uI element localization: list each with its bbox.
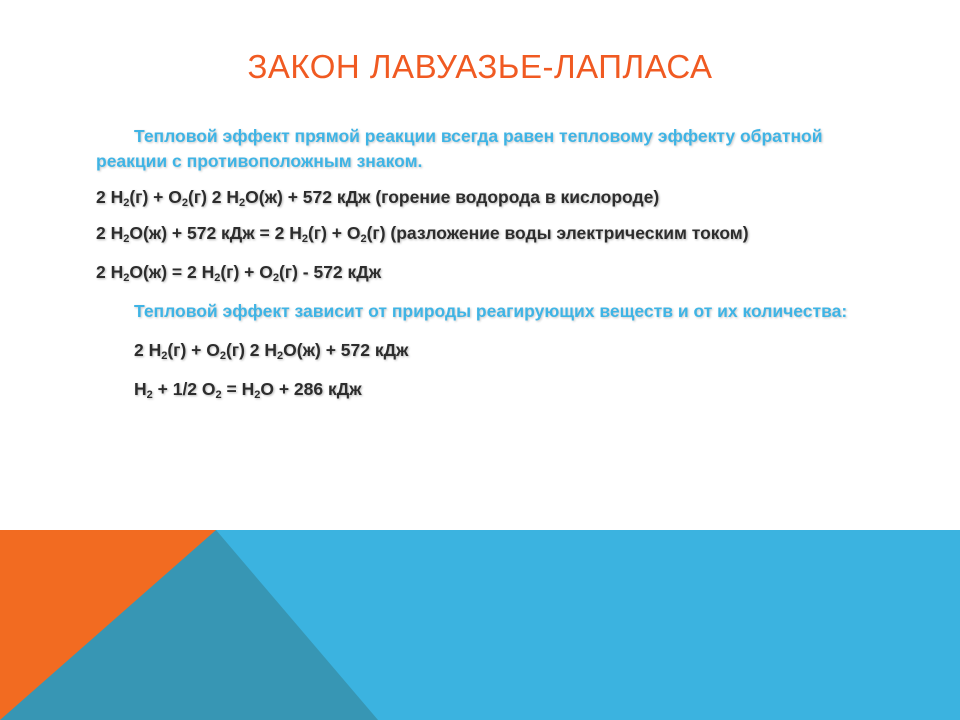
- equation-half-amount: $H_2 + 1/2$ $O_2 = H_2O + 286$ кДж: [134, 379, 362, 401]
- principle-statement: Тепловой эффект прямой реакции всегда равен тепловому эффекту обратной реакции с противоположным знаком.: [96, 126, 823, 171]
- equation-full-amount: 2 $H_2(г) + O_2(г)$ 2 $H_2O(ж) + 572$ кДж: [134, 340, 409, 362]
- equation-electrolysis: 2 $H_2O(ж) + 572$ кДж = 2 $H_2(г) + O_2(г)$ (разложение воды электрическим током): [96, 223, 749, 245]
- slide-title: ЗАКОН ЛАВУАЗЬЕ-ЛАПЛАСА: [247, 48, 713, 85]
- dependency-statement: Тепловой эффект зависит от природы реагирующих веществ и от их количества:: [134, 301, 848, 321]
- equation-combustion: 2 $H_2(г) + O_2(г)$ 2 $H_2O(ж) + 572$ кДж (горение водорода в кислороде): [96, 187, 660, 209]
- slide-content: [96, 124, 856, 402]
- equation-decomposition: 2 $H_2O(ж) = 2$ $H_2(г) + O_2(г) - 572$ кДж: [96, 262, 382, 284]
